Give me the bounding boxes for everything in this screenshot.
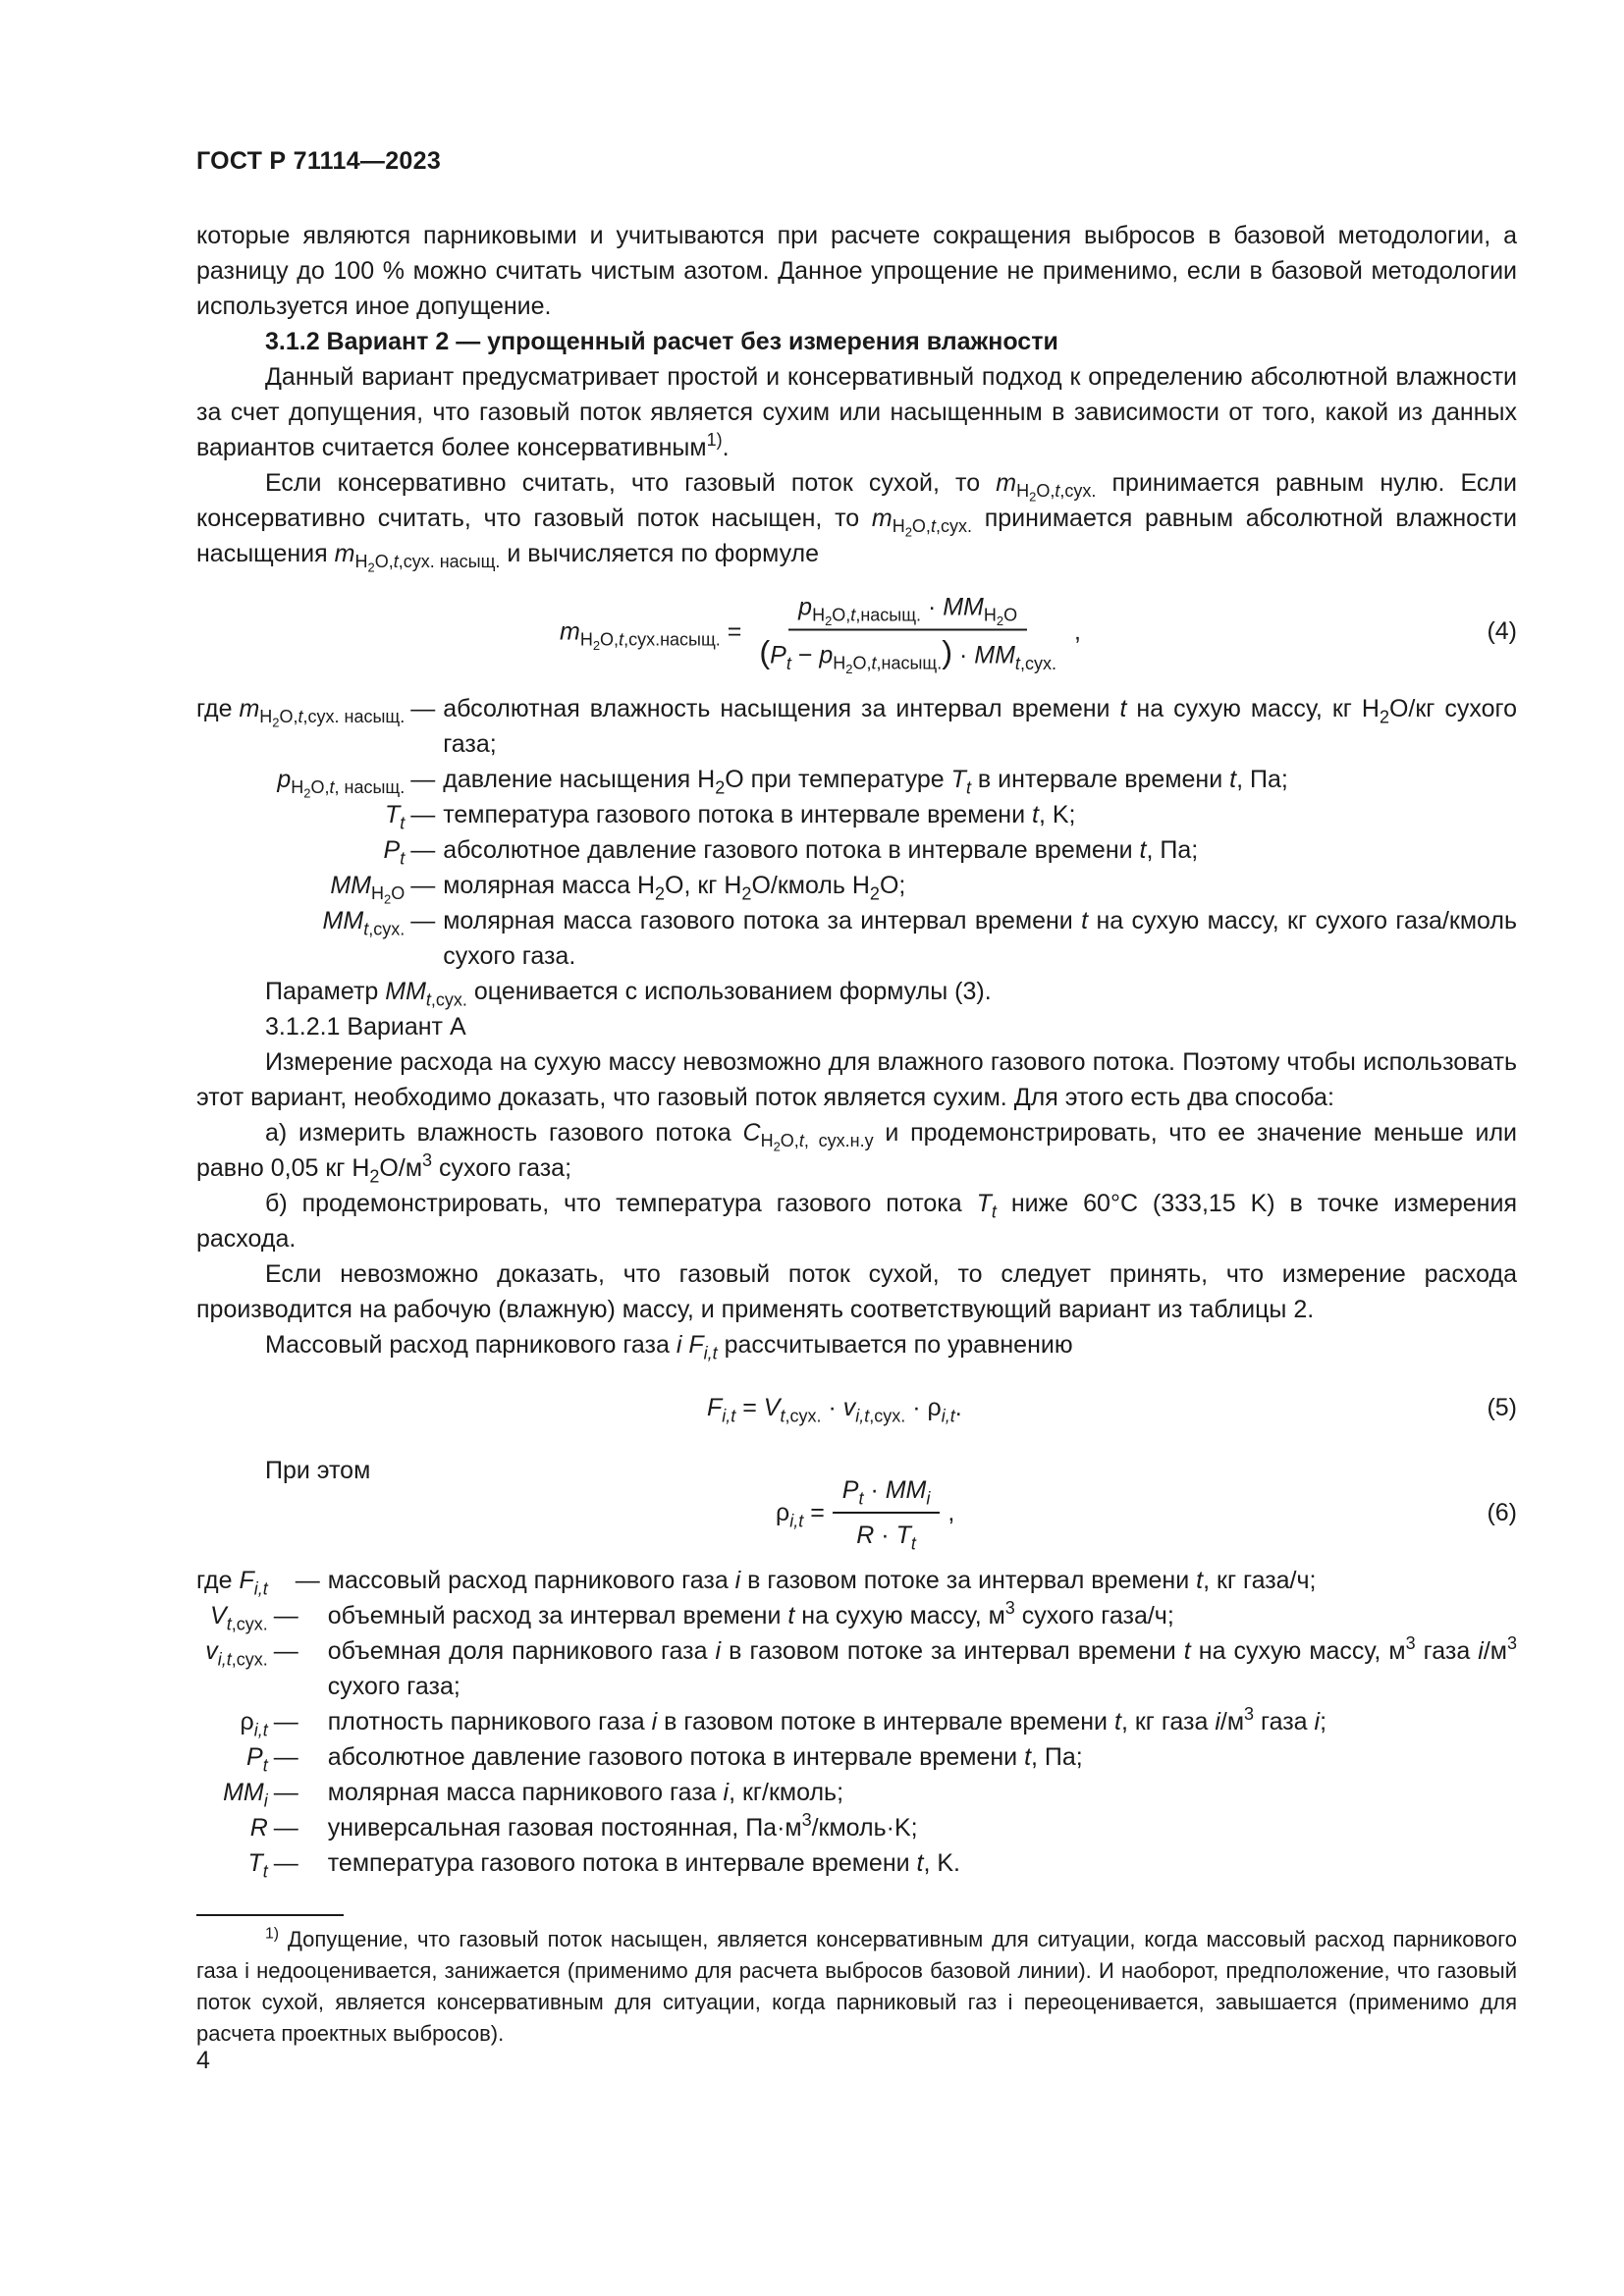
definition-row: $P_t$ — абсолютное давление газового потока в интервале времени t, Па; (246, 1743, 1083, 1776)
formula-4-number: (4) (1487, 617, 1517, 645)
section-heading-3-1-2-1: 3.1.2.1 Вариант А (265, 1013, 466, 1041)
definition-row: $v_{i,t,сух.}$ — объемная доля парникового газа i в газовом потоке за интервал времени t на сухую массу, $м^3$ газа $i/м^3$ сухого газа; (205, 1633, 1518, 1700)
footnote-text: Допущение, что газовый поток насыщен, является консервативным для ситуации, когда массовый расход парникового газа i недооценивается, занижается (применимо для расчета выбросов базовой линии). И наоборот, предположение, что газовый поток сухой, является консервативным для ситуации, когда парниковый газ i переоценивается, завышается (применимо для расчета проектных выбросов). (196, 1927, 1517, 2046)
definition-row: где $F_{i,t}$ — массовый расход парникового газа i в газовом потоке за интервал времени t, кг газа/ч; (196, 1567, 1317, 1599)
paragraph-mass-flow: Массовый расход парникового газа i $F_{i,t}$ рассчитывается по уравнению (265, 1331, 1073, 1363)
paragraph-variant-a: Измерение расхода на сухую массу невозможно для влажного газового потока. Поэтому чтобы использовать этот вариант, необходимо доказать, что газовый поток является сухим. Для этого есть два способа: (196, 1048, 1517, 1111)
formula-4-body: $m_{H_2O,t,сух.насыщ.}$ = $\frac{p_{H_2O,t,насыщ.} \cdot MM_{H_2O}}{(P_t - p_{H_2O,t,насыщ.}) \cdot MM_{t,сух.}}$ , (560, 590, 1081, 673)
formula-6-body: $\rho_{i,t}$ = $\frac{P_t \cdot MM_i}{R \cdot T_t}$ , (776, 1472, 954, 1553)
section-heading-3-1-2: 3.1.2 Вариант 2 — упрощенный расчет без измерения влажности (265, 328, 1058, 355)
paragraph-intro: которые являются парниковыми и учитываются при расчете сокращения выбросов в базовой методологии, а разницу до 100 % можно считать чистым азотом. Данное упрощение не применимо, если в базовой методологии используется иное допущение. (196, 222, 1517, 320)
paragraph-variant-2: Данный вариант предусматривает простой и консервативный подход к определению абсолютной влажности за счет допущения, что газовый поток является сухим или насыщенным в зависимости от того, какой из данных вариантов считается более консервативным$^{1)}$. (196, 363, 1517, 461)
formula-6 (196, 1468, 1517, 1557)
document-header: ГОСТ Р 71114—2023 (196, 147, 442, 175)
definition-row: $MM_{H_2O}$ — молярная масса $H_2O$, кг $H_2O$/кмоль $H_2O$; (330, 872, 906, 907)
footnote (196, 1924, 1517, 2050)
footnote-separator (196, 1914, 344, 1916)
footnote-ref[interactable]: 1) (706, 430, 723, 451)
definitions-formula-6 (196, 1563, 1517, 1881)
page-number: 4 (196, 2047, 210, 2074)
formula-4 (196, 577, 1517, 685)
definitions-formula-4 (196, 691, 1517, 974)
definition-row: R — универсальная газовая постоянная, $Па\cdot м^3/кмоль\cdot K$; (249, 1810, 918, 1842)
formula-5-body: $F_{i,t} = V_{t,сух.} \cdot v_{i,t,сух.} \cdot \rho_{i,t}$. (707, 1394, 962, 1426)
definition-row: $T_t$ — температура газового потока в интервале времени t, K; (384, 801, 1076, 833)
formula-5 (196, 1368, 1517, 1447)
footnote-mark: 1) (265, 1925, 280, 1943)
definition-row: где $m_{H_2O,t,сух. насыщ.}$ — абсолютная влажность насыщения за интервал времени t на сухую массу, кг $H_2O/кг$ сухого газа; (196, 695, 1517, 758)
definition-row: $P_t$ — абсолютное давление газового потока в интервале времени t, Па; (383, 836, 1199, 869)
main-text (196, 218, 1517, 1881)
definition-row: $V_{t,сух.}$ — объемный расход за интервал времени t на сухую массу, $м^3$ сухого газа/ч; (210, 1598, 1174, 1634)
definition-row: $\rho_{i,t}$ — плотность парникового газа i в газовом потоке в интервале времени t, кг газа $i/м^3$ газа i; (240, 1704, 1327, 1740)
paragraph-wet-mass: Если невозможно доказать, что газовый поток сухой, то следует принять, что измерение расхода производится на рабочую (влажную) массу, и применять соответствующий вариант из таблицы 2. (196, 1260, 1517, 1323)
list-item-b: б) продемонстрировать, что температура газового потока $T_t$ ниже 60°C (333,15 K) в точке измерения расхода. (196, 1190, 1517, 1253)
paragraph-parameter: Параметр $MM_{t,сух.}$ оценивается с использованием формулы (3). (265, 978, 992, 1010)
definition-row: $MM_i$ — молярная масса парникового газа i, кг/кмоль; (223, 1779, 844, 1811)
paragraph-pri-etom: При этом (265, 1457, 371, 1484)
definition-row: $MM_{t,сух.}$ — молярная масса газового потока за интервал времени t на сухую массу, кг сухого газа/кмоль сухого газа. (322, 907, 1517, 970)
definition-row: $T_t$ — температура газового потока в интервале времени t, K. (247, 1849, 960, 1882)
paragraph-conservative: Если консервативно считать, что газовый поток сухой, то $m_{H_2O,t,сух.}$ принимается равным нулю. Если консервативно считать, что газовый поток насыщен, то $m_{H_2O,t,сух.}$ принимается равным абсолютной влажности насыщения $m_{H_2O,t,сух. насыщ.}$ и вычисляется по формуле (196, 469, 1517, 575)
formula-6-number: (6) (1487, 1499, 1517, 1526)
list-item-a: а) измерить влажность газового потока $C_{H_2O,t, сух.н.у}$ и продемонстрировать, что ее значение меньше или равно 0,05 кг $H_2O/м^3$ сухого газа; (196, 1119, 1517, 1187)
formula-5-number: (5) (1487, 1394, 1517, 1421)
definition-row: $p_{H_2O,t, насыщ.}$ — давление насыщения $H_2O$ при температуре $T_t$ в интервале времени t, Па; (277, 766, 1288, 801)
